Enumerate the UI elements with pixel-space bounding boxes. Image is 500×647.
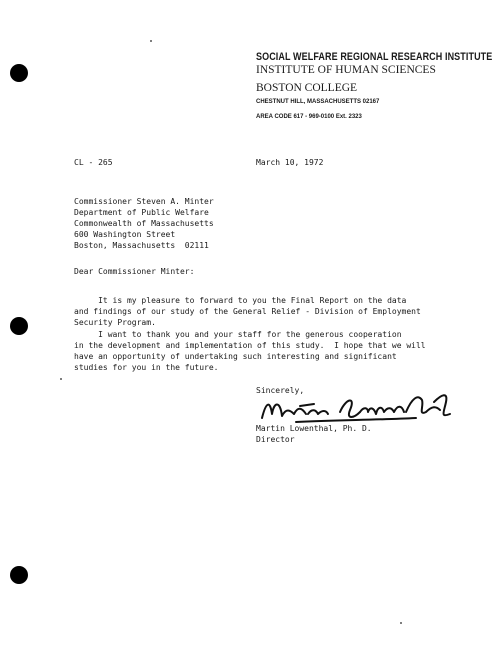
recipient-city: Boston, Massachusetts 02111: [74, 241, 209, 250]
punch-hole-top: [10, 64, 28, 82]
scan-speck: [150, 40, 152, 42]
body-line: have an opportunity of undertaking such interesting and significant: [74, 352, 397, 361]
punch-hole-bottom: [10, 566, 28, 584]
letterhead-institute: INSTITUTE OF HUMAN SCIENCES: [256, 64, 436, 76]
recipient-street: 600 Washington Street: [74, 230, 176, 239]
recipient-commonwealth: Commonwealth of Massachusetts: [74, 219, 214, 228]
body-line: in the development and implementation of this study. I hope that we will: [74, 341, 426, 350]
punch-hole-middle: [10, 317, 28, 335]
scan-speck: [60, 378, 62, 380]
recipient-name: Commissioner Steven A. Minter: [74, 197, 214, 206]
body-line: and findings of our study of the General Relief - Division of Employment: [74, 307, 421, 316]
letterhead-college: BOSTON COLLEGE: [256, 82, 358, 94]
body-line: Security Program.: [74, 318, 156, 327]
signer-title: Director: [256, 435, 295, 444]
closing: Sincerely,: [256, 386, 305, 395]
body-line: I want to thank you and your staff for the generous cooperation: [74, 330, 402, 339]
reference-number: CL - 265: [74, 158, 113, 167]
letter-date: March 10, 1972: [256, 158, 324, 167]
scan-speck: [400, 622, 402, 624]
salutation: Dear Commissioner Minter:: [74, 267, 195, 276]
recipient-address-block: [74, 196, 214, 251]
letterhead-address: CHESTNUT HILL, MASSACHUSETTS 02167: [256, 99, 380, 105]
body-paragraph-2: [74, 329, 426, 373]
letterhead-name: SOCIAL WELFARE REGIONAL RESEARCH INSTITUTE: [256, 50, 493, 63]
body-paragraph-1: [74, 295, 421, 328]
signer-block: [256, 423, 372, 445]
body-line: studies for you in the future.: [74, 363, 219, 372]
letterhead-telephone: AREA CODE 617 - 969-0100 Ext. 2323: [256, 114, 362, 120]
handwritten-signature: [256, 392, 456, 426]
recipient-department: Department of Public Welfare: [74, 208, 209, 217]
body-line: It is my pleasure to forward to you the Final Report on the data: [74, 296, 407, 305]
signer-name: Martin Lowenthal, Ph. D.: [256, 424, 372, 433]
